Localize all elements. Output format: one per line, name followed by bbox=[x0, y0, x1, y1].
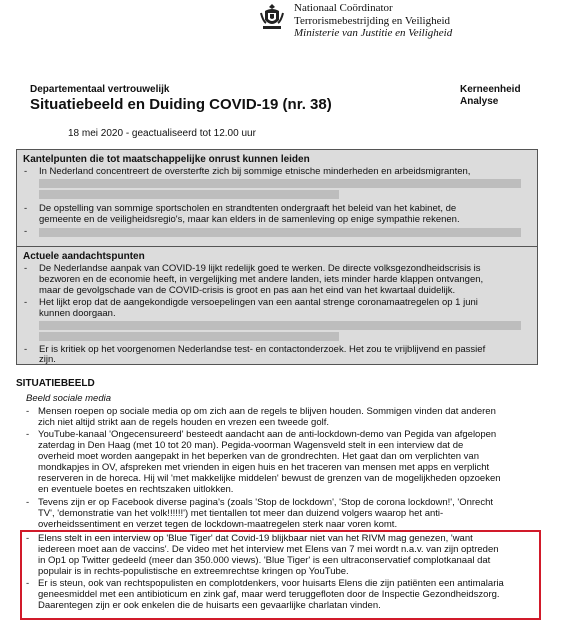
box-bullet-4-line-1: Het lijkt erop dat de aangekondigde versoepelingen van een aantal strenge coronamaatregelen op 1 juni bbox=[39, 297, 478, 308]
para-2-line-1: YouTube-kanaal 'Ongecensureerd' besteedt aandacht aan de anti-lockdown-demo van Pegida van afgelopen bbox=[38, 429, 497, 440]
bullet-dash: - bbox=[24, 166, 28, 177]
bullet-dash: - bbox=[24, 297, 28, 308]
para-2-line-3: overheid moet worden aangepakt in het beperken van de grondrechten. Het gaat dan om verplichten van bbox=[38, 451, 479, 462]
para-2-line-2: zaterdag in Den Haag (met 10 tot 20 man). Pegida-voorman Wagensveld stelt in een interview dat de bbox=[38, 440, 464, 451]
document-date: 18 mei 2020 - geactualiseerd tot 12.00 uur bbox=[68, 128, 256, 139]
para-4-line-3: in Op1 op Twitter gedeeld (meer dan 350.000 views). 'Blue Tiger' is een ultraconservatief complotkanaal dat bbox=[38, 555, 491, 566]
organisation-block bbox=[294, 2, 452, 40]
org-line-2: Terrorismebestrijding en Veiligheid bbox=[294, 14, 451, 27]
unit-line-2: Analyse bbox=[460, 96, 499, 107]
bullet-dash: - bbox=[26, 578, 30, 589]
box-bullet-3-line-2: bezworen en de economie heeft, in vergelijking met andere landen, iets minder harde klappen ontvangen, bbox=[39, 274, 484, 285]
box-bullet-3-line-3: maar de gevolgschade van de COVID-crisis is groot en pas aan het eind van het kwartaal duidelijk. bbox=[39, 285, 456, 296]
unit-label bbox=[460, 84, 521, 108]
box-bullet-5-line-2: zijn. bbox=[39, 354, 56, 365]
bullet-dash: - bbox=[26, 406, 30, 417]
box-bullet-1: In Nederland concentreert de oversterfte zich bij sommige etnische minderheden en arbeidsmigranten, bbox=[39, 166, 471, 177]
box-divider bbox=[17, 246, 537, 247]
para-3-line-2: TV', 'demonstratie van het volk!!!!!!') met tientallen tot meer dan duizend volgers waarop het anti- bbox=[38, 508, 444, 519]
para-5-line-3: Daarentegen zijn er ook enkelen die de huisarts een gevaarlijke charlatan vinden. bbox=[38, 600, 381, 611]
box-bullet-2-line-1: De opstelling van sommige sportscholen en strandtenten ondergraaft het beleid van het kabinet, de bbox=[39, 203, 457, 214]
coat-of-arms-icon bbox=[259, 3, 285, 31]
bullet-dash: - bbox=[24, 263, 28, 274]
redaction-bar bbox=[39, 332, 339, 341]
section-subtitle: Beeld sociale media bbox=[26, 393, 112, 404]
org-line-1: Nationaal Coördinator bbox=[294, 2, 393, 14]
bullet-dash: - bbox=[26, 429, 30, 440]
redaction-bar bbox=[39, 228, 521, 237]
bullet-dash: - bbox=[24, 226, 28, 237]
para-2-line-6: en eventuele boetes en rechtszaken uitlokken. bbox=[38, 484, 234, 495]
box-heading-current-points: Actuele aandachtspunten bbox=[23, 251, 145, 262]
box-bullet-5-line-1: Er is kritiek op het voorgenomen Nederlandse test- en contactonderzoek. Het zou te vrijblijvend en passief bbox=[39, 344, 486, 355]
document-title: Situatiebeeld en Duiding COVID-19 (nr. 38) bbox=[30, 96, 332, 113]
bullet-dash: - bbox=[26, 533, 30, 544]
para-2-line-5: reserveren in de horeca. Hij wil 'met makkelijke middelen' bewust de grenzen van de mogelijkheden opzoeken bbox=[38, 473, 501, 484]
para-1-line-2: zich niet altijd strikt aan de regels houden en vrezen een tweede golf. bbox=[38, 417, 329, 428]
para-4-line-2: iedereen moet aan de vaccins'. De video met het interview met Elens van 7 mei wordt n.a.v. van zijn optreden bbox=[38, 544, 499, 555]
redaction-bar bbox=[39, 190, 339, 199]
org-line-3: Ministerie van Justitie en Veiligheid bbox=[294, 27, 453, 39]
classification-label: Departementaal vertrouwelijk bbox=[30, 84, 170, 95]
redaction-bar bbox=[39, 321, 521, 330]
section-title: SITUATIEBEELD bbox=[16, 378, 95, 389]
para-2-line-4: mondkapjes in OV, afspreken met vrienden in eigen huis en het traceren van mensen met apps en verplicht bbox=[38, 462, 490, 473]
bullet-dash: - bbox=[24, 344, 28, 355]
box-heading-tipping-points: Kantelpunten die tot maatschappelijke onrust kunnen leiden bbox=[23, 154, 310, 165]
box-bullet-4-line-2: kunnen doorgaan. bbox=[39, 308, 116, 319]
para-1-line-1: Mensen roepen op sociale media op om zich aan de regels te blijven houden. Sommigen vinden dat anderen bbox=[38, 406, 496, 417]
redaction-bar bbox=[39, 179, 521, 188]
bullet-dash: - bbox=[24, 203, 28, 214]
box-bullet-3-line-1: De Nederlandse aanpak van COVID-19 lijkt redelijk goed te werken. De directe volksgezondheidscrisis is bbox=[39, 263, 481, 274]
box-bullet-2-line-2: gemeente en de veiligheidsregio's, maar kan elders in de samenleving op enige sympathie rekenen. bbox=[39, 214, 460, 225]
para-4-line-4: populair is in rechts-populistische en extreemrechtse kringen op YouTube. bbox=[38, 566, 349, 577]
para-3-line-3: overheidssentiment en verzet tegen de lockdown-maatregelen sterk naar voren komt. bbox=[38, 519, 398, 530]
para-3-line-1: Tevens zijn er op Facebook diverse pagina's (zoals 'Stop de lockdown', 'Stop de corona lockdown!', 'Onrecht bbox=[38, 497, 493, 508]
bullet-dash: - bbox=[26, 497, 30, 508]
para-5-line-1: Er is steun, ook van rechtspopulisten en complotdenkers, voor huisarts Elens die zijn patiënten een antimalaria bbox=[38, 578, 504, 589]
para-5-line-2: geneesmiddel met een antibioticum en zink gaf, maar werd teruggefloten door de Inspectie Gezondheidszorg. bbox=[38, 589, 500, 600]
para-4-line-1: Elens stelt in een interview op 'Blue Tiger' dat Covid-19 blijkbaar niet van het RIVM mag genezen, 'want bbox=[38, 533, 473, 544]
summary-box bbox=[16, 149, 538, 365]
unit-line-1: Kerneenheid bbox=[460, 84, 521, 95]
